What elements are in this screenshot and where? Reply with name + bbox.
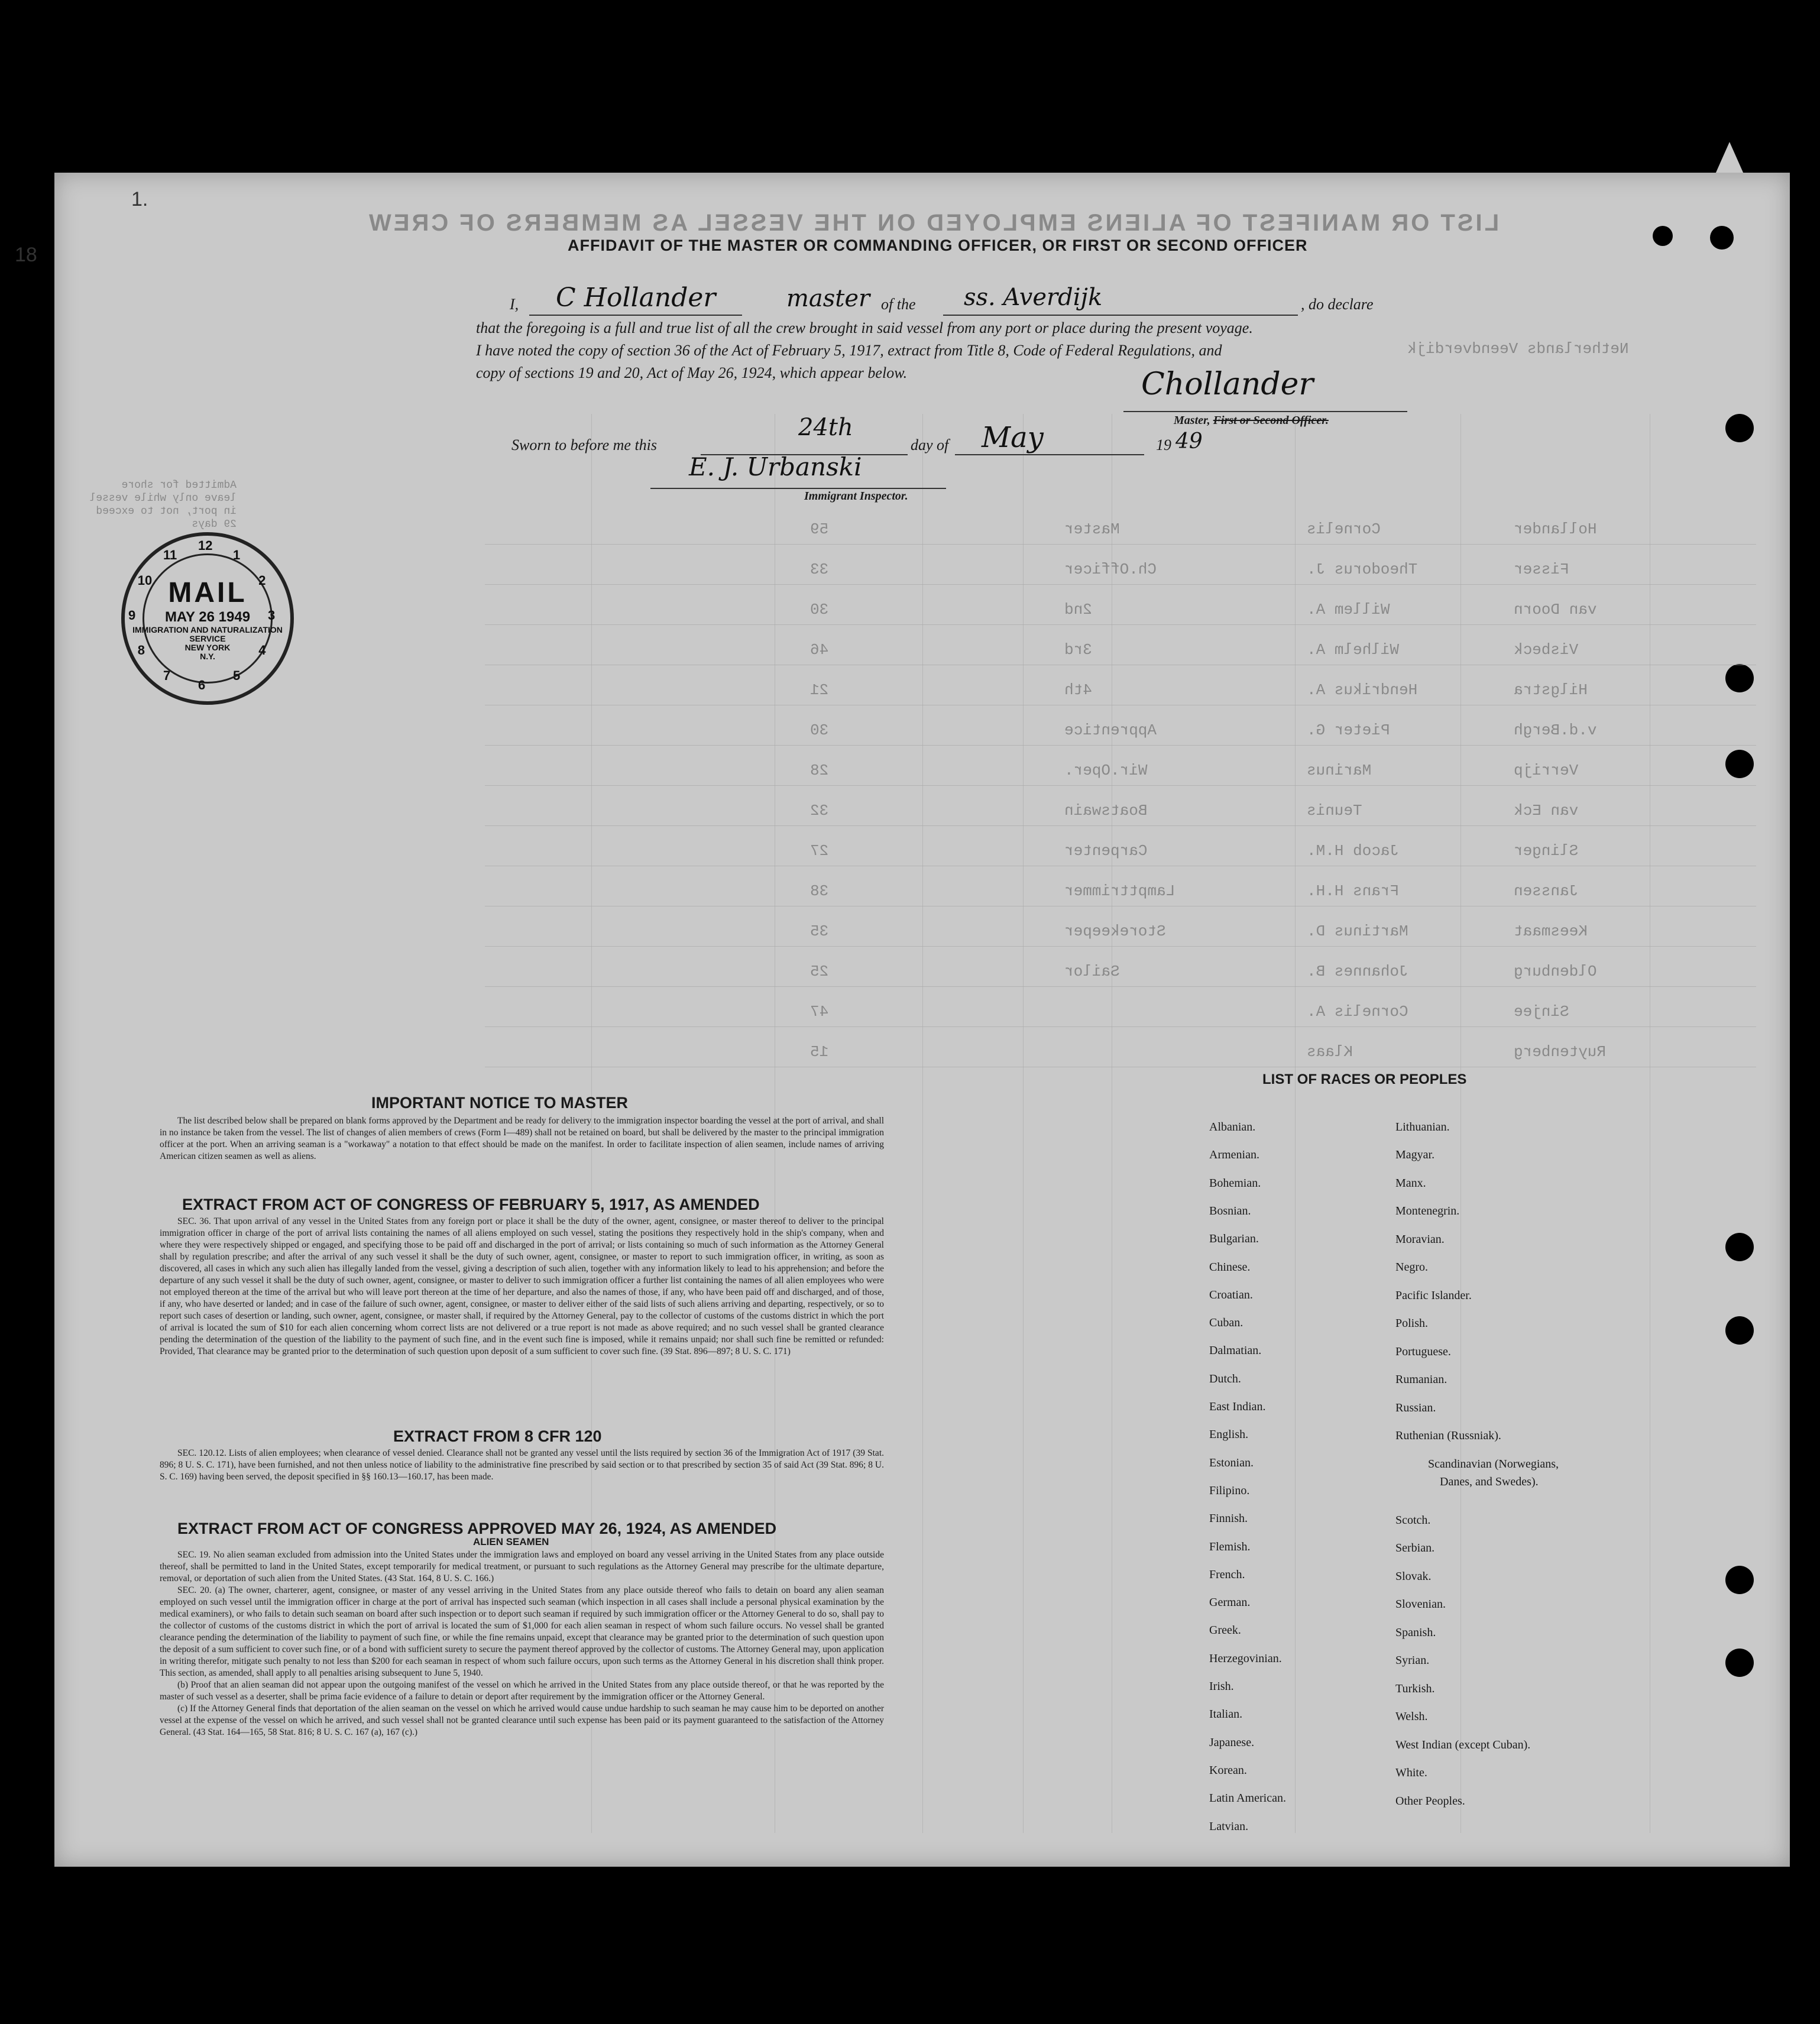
race-item: Irish. <box>1209 1680 1234 1693</box>
race-item: French. <box>1209 1568 1245 1581</box>
ghost-positions-cell: Lampttrimmer <box>1064 882 1175 900</box>
ghost-positions-cell: 3rd <box>1064 641 1092 659</box>
rank-handwritten: master <box>786 285 870 312</box>
stamp-ring-number: 1 <box>233 547 241 562</box>
race-item: Flemish. <box>1209 1540 1251 1553</box>
ghost-ages-cell: 25 <box>810 963 829 980</box>
affidavit-line-2: that the foregoing is a full and true list of all the crew brought in said vessel from any port or place during the present voyage. <box>476 319 1253 336</box>
race-item: Magyar. <box>1395 1148 1435 1161</box>
race-item: Turkish. <box>1395 1682 1435 1695</box>
ghost-ages-cell: 38 <box>810 882 829 900</box>
stamp-ring-number: 4 <box>258 643 266 658</box>
ghost-positions-cell: Sailor <box>1064 963 1120 980</box>
race-item: Bosnian. <box>1209 1204 1251 1217</box>
ghost-positions-cell: 2nd <box>1064 601 1092 618</box>
stamp-ring-number: 2 <box>258 573 266 588</box>
master-signature: Chollander <box>1141 367 1314 402</box>
race-item: Slovenian. <box>1395 1598 1446 1611</box>
race-item: Russian. <box>1395 1401 1436 1414</box>
ghost-given-cell: Cornelis <box>1307 520 1381 538</box>
race-item: Cuban. <box>1209 1316 1243 1330</box>
race-item: Finnish. <box>1209 1512 1248 1526</box>
punch-hole <box>1725 414 1754 442</box>
ghost-ages-cell: 28 <box>810 762 829 779</box>
race-item: Dalmatian. <box>1209 1344 1262 1358</box>
races-title: LIST OF RACES OR PEOPLES <box>1262 1071 1467 1087</box>
ghost-grid-line <box>1460 414 1461 1833</box>
notice-text <box>160 1115 884 1162</box>
ghost-surnames-cell: Hilgstra <box>1514 681 1588 699</box>
ghost-positions-cell: Boatswain <box>1064 802 1148 820</box>
race-item: Montenegrin. <box>1395 1204 1460 1217</box>
ghost-grid-line <box>1295 414 1296 1833</box>
punch-hole <box>1725 1649 1754 1677</box>
stamp-ring-number: 8 <box>137 643 145 658</box>
race-item: Syrian. <box>1395 1654 1430 1667</box>
ghost-given-cell: Cornelis A. <box>1307 1003 1408 1021</box>
extract-cfr-paragraph: SEC. 120.12. Lists of alien employees; when clearance of vessel denied. Clearance shall not be granted any vessel until the lists required by section 36 of the Immigration Act of 1917 (39 Stat. 896; 8 U. S. C. 171), have been furnished, and not then unless notice of liability to the administrative fine prescribed by said section or to that prescribed by section 35 of said Act (39 Stat. 896; 8 U. S. C. 169) having been served, the deposit specified in §§ 160.13—160.17, has been made. <box>160 1448 884 1482</box>
ghost-grid-line <box>1023 414 1024 1833</box>
ghost-row-line <box>485 825 1756 826</box>
race-item: Greek. <box>1209 1624 1241 1637</box>
inspector-signature: E. J. Urbanski <box>689 452 862 481</box>
race-item: Bulgarian. <box>1209 1232 1259 1246</box>
ghost-surnames-cell: Verrijp <box>1514 762 1579 779</box>
ghost-given-cell: Wilhelm A. <box>1307 641 1400 659</box>
ghost-given-cell: Willem A. <box>1307 601 1390 618</box>
race-item: Other Peoples. <box>1395 1795 1465 1808</box>
ghost-given-cell: Martinus D. <box>1307 922 1408 940</box>
stamp-ring-number: 6 <box>198 678 206 692</box>
race-item: Latvian. <box>1209 1819 1249 1833</box>
ghost-positions-cell: Ch.Officer <box>1064 561 1157 578</box>
extract-1924-text <box>160 1549 884 1738</box>
affidavit-prefix: I, <box>510 296 519 313</box>
ghost-row-line <box>485 986 1756 987</box>
extract-1917-paragraph: SEC. 36. That upon arrival of any vessel in the United States from any foreign port or place it shall be the duty of the owner, agent, consignee, or master thereof to deliver to the principal immigration officer in charge of the port of arrival lists containing the names of all aliens employed on such vessel, stating the positions they respectively hold in the ship's company, when and where they were respectively shipped or engaged, and specifying those to be paid off and discharged in the port of arrival; or lists containing so much of such information as the Attorney General shall by regulation prescribe; and after the arrival of any such vessel it shall be the duty of such owner, agent, consignee, or master to report to such immigration officer, in writing, as soon as discovered, all cases in which any such alien has illegally landed from the vessel, giving a description of such alien, together with any information likely to lead to his apprehension; and before the departure of any such vessel it shall be the duty of such owner, agent, consignee, or master to deliver to such immigration officer a further list containing the names of all alien employees who were not employed thereon at the time of the arrival but who will leave port thereon at the time of her departure, and also the names of those, if any, who have been paid off and discharged, and of those, if any, who have deserted or landed; and in case of the failure of such owner, agent, consignee, or master to deliver either of the said lists of such aliens arriving and departing, respectively, or so to report such cases of desertion or landing, such owner, agent, consignee, or master shall, if required by the Attorney General, pay to the collector of customs of the customs district in which the port of arrival is located the sum of $10 for each alien concerning whom correct lists are not delivered or a true report is not made as above required; and no such vessel shall be granted clearance pending the determination of the question of the liability to the payment of such fine, and in the event such fine is imposed, while it remains unpaid; nor shall such fine be remitted or refunded: Provided, That clearance may be granted prior to the determination of such question upon deposit of a sum sufficient to cover such fine. (39 Stat. 896—897; 8 U. S. C. 171) <box>160 1216 884 1356</box>
race-item: Scandinavian (Norwegians, <box>1428 1458 1559 1471</box>
vessel-underline <box>943 315 1298 316</box>
ghost-given-cell: Frans H.H. <box>1307 882 1400 900</box>
race-item: Slovak. <box>1395 1570 1432 1583</box>
extract-1924-title: EXTRACT FROM ACT OF CONGRESS APPROVED MAY 26, 1924, AS AMENDED <box>177 1520 777 1537</box>
race-item: English. <box>1209 1428 1249 1442</box>
punch-hole <box>1653 226 1673 246</box>
vessel-handwritten: ss. Averdijk <box>964 284 1103 311</box>
ghost-ages-cell: 30 <box>810 721 829 739</box>
ghost-given-cell: Hendrikus A. <box>1307 681 1418 699</box>
punch-hole <box>1725 1566 1754 1594</box>
race-item: Serbian. <box>1395 1542 1435 1555</box>
punch-hole <box>1710 226 1734 250</box>
day-of-label: day of <box>911 436 949 454</box>
ghost-ages-cell: 33 <box>810 561 829 578</box>
sec-19-paragraph: SEC. 19. No alien seaman excluded from admission into the United States under the immigration laws and employed on board any vessel arriving in the United States from any place outside thereof, shall be permitted to land in the United States, except temporarily for medical treatment, or pursuant to such regulations as the Attorney General may prescribe for the ultimate departure, removal, or deportation of such alien from the United States. (43 Stat. 164, 8 U. S. C. 166.) <box>160 1550 884 1583</box>
notice-title: IMPORTANT NOTICE TO MASTER <box>371 1094 628 1112</box>
race-item: Moravian. <box>1395 1233 1445 1246</box>
ghost-given-cell: Jacob H.M. <box>1307 842 1400 860</box>
race-item: Pacific Islander. <box>1395 1289 1472 1302</box>
race-item: Filipino. <box>1209 1484 1250 1497</box>
alien-seamen-subtitle: ALIEN SEAMEN <box>473 1536 549 1547</box>
race-item: Rumanian. <box>1395 1373 1447 1386</box>
notice-paragraph: The list described below shall be prepared on blank forms approved by the Department and be ready for delivery to the immigration inspector boarding the vessel at the port of arrival, and shall in no instance be taken from the vessel. The list of changes of alien members of crews (Form I—489) shall not be retained on board, but shall be delivered by the master to the principal immigration officer at the port. When an arriving seaman is a "workaway" a notation to that effect should be made on the manifest. In order to facilitate inspection of alien seamen, include names of arriving American citizen seamen as well as aliens. <box>160 1116 884 1161</box>
ghost-ages-cell: 46 <box>810 641 829 659</box>
year-prefix: 19 <box>1156 436 1171 454</box>
ghost-positions-cell: Wir.Oper. <box>1064 762 1148 779</box>
punch-hole <box>1725 664 1754 692</box>
stamp-city: NEW YORK <box>184 642 231 652</box>
race-item: Scotch. <box>1395 1514 1431 1527</box>
race-item: Japanese. <box>1209 1735 1255 1749</box>
stamp-date: MAY 26 1949 <box>164 608 251 625</box>
caption-struck: First or Second Officer. <box>1213 414 1329 427</box>
stamp-ring-number: 11 <box>163 547 177 562</box>
stamp-ring-number: 12 <box>198 538 213 553</box>
ghost-surnames-cell: Janssen <box>1514 882 1579 900</box>
race-item: Lithuanian. <box>1395 1121 1450 1134</box>
ghost-ages-cell: 35 <box>810 922 829 940</box>
ghost-row-line <box>485 1026 1756 1027</box>
punch-hole <box>1725 1316 1754 1345</box>
stamp-top: MAIL <box>168 577 247 608</box>
ghost-given-cell: Teunis <box>1307 802 1362 820</box>
stamp-ring-number: 7 <box>163 668 171 684</box>
race-item: Portuguese. <box>1395 1345 1451 1358</box>
sworn-label: Sworn to before me this <box>511 436 658 454</box>
inspector-caption: Immigrant Inspector. <box>804 490 908 503</box>
ghost-surnames-cell: Sinjee <box>1514 1003 1569 1021</box>
ghost-row-line <box>485 785 1756 786</box>
race-item: Albanian. <box>1209 1121 1256 1134</box>
ghost-positions-cell: Master <box>1064 520 1120 538</box>
extract-cfr-title: EXTRACT FROM 8 CFR 120 <box>393 1427 602 1445</box>
ghost-given-cell: Klaas <box>1307 1043 1353 1061</box>
race-item: Danes, and Swedes). <box>1440 1475 1539 1488</box>
day-handwritten: 24th <box>798 414 853 441</box>
year-handwritten: 49 <box>1175 429 1203 454</box>
stamp-ring-number: 5 <box>233 668 241 684</box>
month-underline <box>955 454 1144 455</box>
immigration-mail-stamp <box>121 532 294 705</box>
affidavit-title: AFFIDAVIT OF THE MASTER OR COMMANDING OFFICER, OR FIRST OR SECOND OFFICER <box>568 237 1308 254</box>
race-item: Manx. <box>1395 1177 1426 1190</box>
race-item: Polish. <box>1395 1317 1429 1330</box>
race-item: Estonian. <box>1209 1456 1254 1469</box>
ghost-ages-cell: 15 <box>810 1043 829 1061</box>
ghost-row-line <box>485 584 1756 585</box>
name-underline <box>529 315 742 316</box>
stamp-ring-number: 3 <box>268 608 276 623</box>
ghost-positions-cell: Apprentice <box>1064 721 1157 739</box>
ghost-row-line <box>485 745 1756 746</box>
extract-1917-text <box>160 1216 884 1358</box>
signature-caption <box>1174 414 1329 428</box>
ghost-row-line <box>485 544 1756 545</box>
signature-underline <box>1123 411 1407 412</box>
stamp-agency: IMMIGRATION AND NATURALIZATION SERVICE <box>132 624 283 643</box>
ghost-surnames-cell: Ruytenberg <box>1514 1043 1607 1061</box>
race-item: Spanish. <box>1395 1626 1436 1639</box>
extract-1917-title: EXTRACT FROM ACT OF CONGRESS OF FEBRUARY 5, 1917, AS AMENDED <box>182 1196 760 1213</box>
race-item: Dutch. <box>1209 1372 1241 1385</box>
race-item: Italian. <box>1209 1708 1243 1721</box>
ghost-surnames-cell: Keesmaat <box>1514 922 1588 940</box>
ghost-ages-cell: 47 <box>810 1003 829 1021</box>
punch-hole <box>1725 1233 1754 1261</box>
punch-hole <box>1725 750 1754 778</box>
race-item: Ruthenian (Russniak). <box>1395 1429 1501 1442</box>
race-item: Welsh. <box>1395 1710 1428 1723</box>
race-item: West Indian (except Cuban). <box>1395 1738 1531 1751</box>
race-item: Korean. <box>1209 1763 1247 1777</box>
ghost-ages-cell: 59 <box>810 520 829 538</box>
ghost-surnames-cell: Fisser <box>1514 561 1569 578</box>
ghost-vessel: Netherlands Veendverdijk <box>1407 340 1629 358</box>
ghost-surnames-cell: Slinger <box>1514 842 1579 860</box>
ghost-positions-cell: 4th <box>1064 681 1092 699</box>
race-item: Negro. <box>1395 1261 1428 1274</box>
affidavit-line-4: copy of sections 19 and 20, Act of May 26, 1924, which appear below. <box>476 364 908 381</box>
ghost-given-cell: Johannes B. <box>1307 963 1408 980</box>
sec-20b-paragraph: (b) Proof that an alien seaman did not appear upon the outgoing manifest of the vessel on which he arrived in the United States from any place outside thereof, or that he was reported by the master of such vessel as a deserter, shall be prima facie evidence of a failure to detain or deport after requirement by the immigration officer or the Attorney General. <box>160 1680 884 1702</box>
race-item: Herzegovinian. <box>1209 1651 1282 1665</box>
ghost-row-line <box>485 624 1756 625</box>
ghost-surnames-cell: van Doorn <box>1514 601 1597 618</box>
ghost-ages-cell: 32 <box>810 802 829 820</box>
sec-20c-paragraph: (c) If the Attorney General finds that deportation of the alien seaman on the vessel on which he arrived would cause undue hardship to such seaman he may cause him to be deported on another vessel at the expense of the vessel on which he arrived, and such vessel shall not be granted clearance until such expense has been paid or its payment guaranteed to the satisfaction of the Attorney General. (43 Stat. 164—165, 58 Stat. 816; 8 U. S. C. 167 (a), 167 (c).) <box>160 1704 884 1737</box>
stamp-state: N.Y. <box>200 651 215 661</box>
master-name-handwritten: C Hollander <box>556 283 716 313</box>
ghost-manifest-title: LIST OR MANIFEST OF ALIENS EMPLOYED ON THE VESSEL AS MEMBERS OF CREW <box>367 210 1500 236</box>
page-number: 1. <box>131 188 148 211</box>
stamp-ring-number: 9 <box>128 608 136 623</box>
ghost-ages-cell: 30 <box>810 601 829 618</box>
affidavit-line-3: I have noted the copy of section 36 of the Act of February 5, 1917, extract from Title 8, Code of Federal Regulations, and <box>476 342 1222 359</box>
caption-master: Master, <box>1174 414 1210 427</box>
race-item: East Indian. <box>1209 1400 1266 1413</box>
ghost-side-note: Admitted for shore leave only while vessel in port, not to exceed 29 days <box>89 480 237 530</box>
ghost-positions-cell: Storekeeper <box>1064 922 1166 940</box>
ghost-positions-cell: Carpenter <box>1064 842 1148 860</box>
inspector-underline <box>650 488 946 489</box>
of-the-label: of the <box>881 296 916 313</box>
ghost-surnames-cell: v.d.Bergh <box>1514 721 1597 739</box>
ghost-given-cell: Theodorus J. <box>1307 561 1418 578</box>
ghost-ages-cell: 27 <box>810 842 829 860</box>
race-item: Armenian. <box>1209 1148 1259 1162</box>
race-item: German. <box>1209 1596 1251 1610</box>
month-handwritten: May <box>982 421 1044 454</box>
left-edge-mark: 18 <box>15 244 37 266</box>
race-item: Latin American. <box>1209 1792 1286 1805</box>
ghost-ages-cell: 21 <box>810 681 829 699</box>
stamp-ring-number: 10 <box>137 573 153 588</box>
race-item: Croatian. <box>1209 1288 1253 1301</box>
ghost-row-line <box>485 946 1756 947</box>
do-declare-label: , do declare <box>1301 296 1374 313</box>
ghost-surnames-cell: Oldenburg <box>1514 963 1597 980</box>
extract-cfr-text <box>160 1447 884 1483</box>
race-item: Bohemian. <box>1209 1176 1261 1190</box>
ghost-grid-line <box>922 414 923 1833</box>
ghost-given-cell: Marinus <box>1307 762 1372 779</box>
ghost-given-cell: Pieter G. <box>1307 721 1390 739</box>
race-item: Chinese. <box>1209 1260 1251 1274</box>
ghost-surnames-cell: van Eck <box>1514 802 1579 820</box>
race-item: White. <box>1395 1766 1427 1779</box>
ghost-surnames-cell: Visbeck <box>1514 641 1579 659</box>
sec-20a-paragraph: SEC. 20. (a) The owner, charterer, agent, consignee, or master of any vessel arriving in the United States from any place outside thereof who fails to detain on board any alien seaman employed on such vessel until the immigration officer in charge at the port of arrival has inspected such seaman (which inspection in all cases shall include a personal physical examination by the medical examiners), or who fails to detain such seaman on board after such inspection or to deport such seaman if required by such immigration officer or the Attorney General to do so, shall pay to the collector of customs of the customs district in which the port of arrival is located the sum of $1,000 for each alien seaman in respect of whom such failure occurs. No vessel shall be granted clearance pending the determination of the liability to payment of such fine, or while the fine remains unpaid, except that clearance may be granted prior to the determination of such question upon the deposit of a sum sufficient to cover such fine, or of a bond with sufficient surety to secure the payment thereof approved by the collector of customs. The Attorney General may, upon application in writing therefor, mitigate such penalty to not less than $200 for each seaman in respect of whom such failure occurs, upon such terms as the Attorney General in his discretion shall think proper. This section, as amended, shall apply to all penalties arising subsequent to June 5, 1940. <box>160 1585 884 1678</box>
ghost-surnames-cell: Hollander <box>1514 520 1597 538</box>
